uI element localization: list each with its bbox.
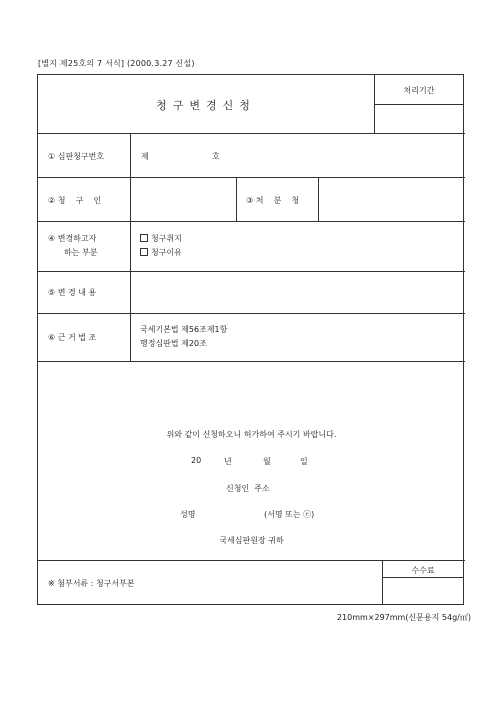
- row-divider: [38, 133, 465, 134]
- change-option-1-label: 청구취지: [151, 234, 182, 243]
- claimant-divider: [236, 177, 237, 221]
- disposition-office-label: ③ 처 분 청: [246, 196, 300, 205]
- checkbox-claim-reason[interactable]: [140, 248, 148, 256]
- applicant-name-label: 성명: [180, 510, 196, 519]
- claim-number-label: ① 심판청구번호: [48, 152, 105, 161]
- form-title: 청구변경신청: [156, 99, 256, 112]
- date-month-unit: 월: [263, 457, 271, 466]
- application-form: [37, 74, 464, 605]
- claim-number-prefix: 제: [141, 152, 149, 161]
- processing-period-label: 처리기간: [403, 86, 435, 95]
- legal-basis-label: ⑥ 근 거 법 조: [48, 333, 97, 342]
- label-column-divider: [130, 133, 131, 361]
- date-year-unit: 년: [224, 457, 232, 466]
- change-option-claim-purpose[interactable]: [140, 233, 182, 244]
- row-divider: [38, 271, 465, 272]
- legal-basis-line2: 행정심판법 제20조: [140, 339, 207, 348]
- checkbox-claim-purpose[interactable]: [140, 234, 148, 242]
- change-part-label-line1: ④ 변경하고자: [48, 234, 97, 243]
- row-divider: [38, 177, 465, 178]
- paper-spec: 210mm×297mm(신문용지 54g/㎡): [336, 613, 471, 622]
- change-option-claim-reason[interactable]: [140, 247, 182, 258]
- row-divider: [38, 221, 465, 222]
- claimant-label: ② 청 구 인: [48, 196, 102, 205]
- date-day-unit: 일: [300, 457, 308, 466]
- change-part-label-line2: 하는 부분: [64, 248, 98, 257]
- form-header-note: [별지 제25호의 7 서식] (2000.3.27 신설): [38, 59, 195, 68]
- row-divider: [38, 560, 465, 561]
- row-divider: [38, 361, 465, 362]
- applicant-address-label: 신청인 주소: [226, 484, 270, 493]
- fee-label: 수수료: [411, 566, 435, 575]
- declaration-sentence: 위와 같이 신청하오니 허가하여 주시기 바랍니다.: [166, 430, 337, 439]
- change-option-2-label: 청구이유: [151, 248, 182, 257]
- claim-number-suffix: 호: [212, 152, 220, 161]
- legal-basis-line1: 국세기본법 제56조제1항: [140, 325, 228, 334]
- fee-label-divider: [382, 577, 464, 578]
- row-divider: [38, 313, 465, 314]
- addressee: 국세심판원장 귀하: [219, 536, 284, 545]
- processing-period-divider: [374, 104, 464, 105]
- date-year: 20: [191, 456, 202, 465]
- attachment-note: ※ 첨부서류 : 청구서부본: [48, 579, 135, 588]
- disposition-divider: [318, 177, 319, 221]
- change-content-label: ⑤ 변 경 내 용: [48, 288, 97, 297]
- signature-note: (서명 또는 ⓔ): [264, 510, 315, 519]
